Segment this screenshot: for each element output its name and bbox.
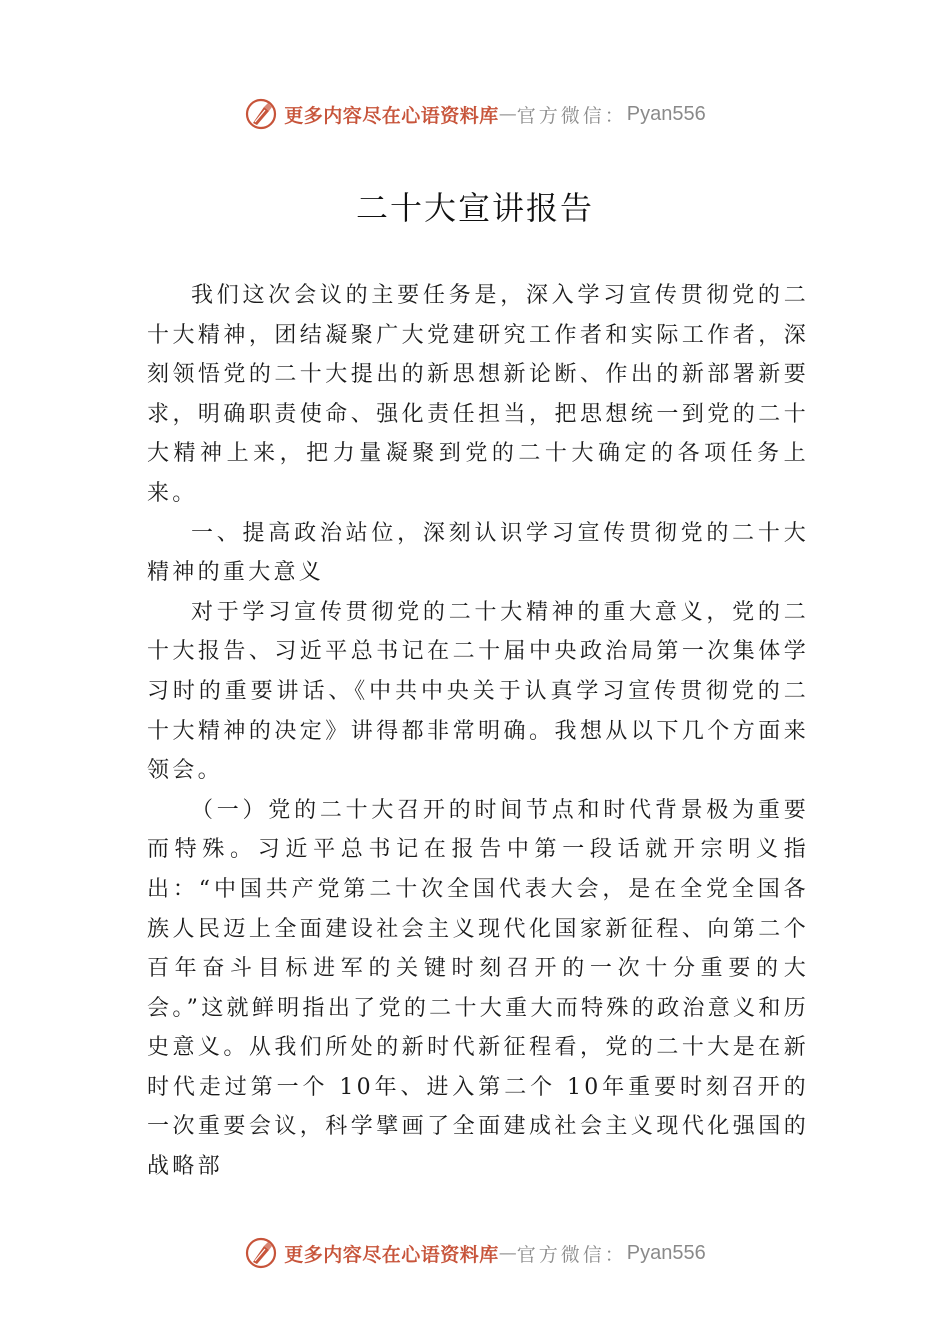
- watermark-dash: —: [498, 103, 517, 125]
- watermark-wechat-label: 官方微信：: [516, 1243, 627, 1266]
- watermark-wechat-id: Pyan556: [626, 102, 706, 125]
- watermark-brand-text: 更多内容尽在心语资料库: [284, 104, 499, 127]
- pen-nib-logo-icon: [244, 97, 278, 131]
- pen-nib-logo-icon: [244, 1236, 278, 1270]
- section-heading-1: 一、提高政治站位，深刻认识学习宣传贯彻党的二十大精神的重大意义: [147, 520, 809, 586]
- watermark-dash: —: [498, 1242, 517, 1264]
- document-body: [147, 276, 809, 1187]
- watermark-wechat-id: Pyan556: [626, 1241, 706, 1264]
- watermark-wechat-label: 官方微信：: [516, 104, 627, 127]
- paragraph-subsection-1: （一）党的二十大召开的时间节点和时代背景极为重要而特殊。习近平总书记在报告中第一段话就开宗明义指出：“中国共产党第二十次全国代表大会，是在全党全国各族人民迈上全面建设社会主义现代化国家新征程、向第二个百年奋斗目标进军的关键时刻召开的一次十分重要的大会。”这就鲜明指出了党的二十大重大而特殊的政治意义和历史意义。从我们所处的新时代新征程看，党的二十大是在新时代走过第一个 10年、进入第二个 10年重要时刻召开的一次重要会议，科学擘画了全面建成社会主义现代化强国的战略部: [147, 797, 809, 1180]
- watermark-header: [0, 94, 950, 134]
- watermark-brand-text: 更多内容尽在心语资料库: [284, 1243, 499, 1266]
- paragraph-significance: 对于学习宣传贯彻党的二十大精神的重大意义，党的二十大报告、习近平总书记在二十届中央政治局第一次集体学习时的重要讲话、《中共中央关于认真学习宣传贯彻党的二 十大精神的决定》讲得都非常明确。我想从以下几个方面来领会。: [147, 599, 809, 784]
- document-title: 二十大宣讲报告: [355, 189, 594, 227]
- watermark-footer: [0, 1233, 950, 1273]
- paragraph-intro: 我们这次会议的主要任务是，深入学习宣传贯彻党的二十大精神，团结凝聚广大党建研究工作者和实际工作者，深刻领悟党的二十大提出的新思想新论断、作出的新部署新要求，明确职责使命、强化责任担当，把思想统一到党的二十大精神上来，把力量凝聚到党的二十大确定的各项任务上来。: [147, 283, 809, 506]
